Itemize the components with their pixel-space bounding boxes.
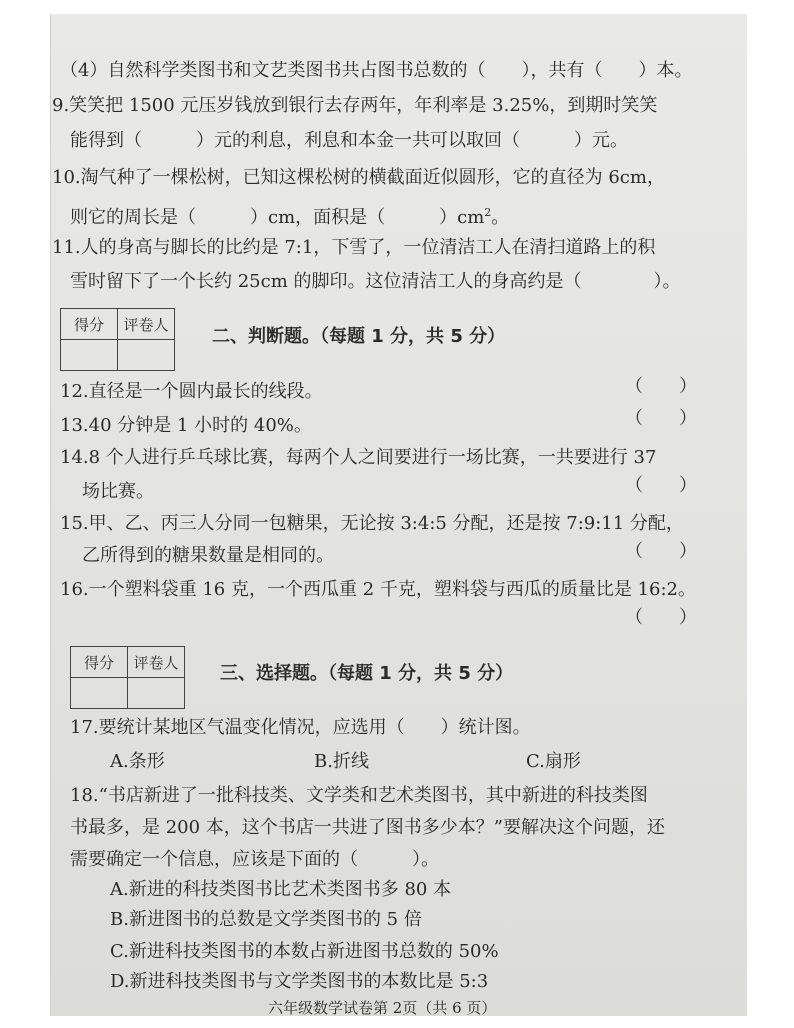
- question-11-line1: 11.人的身高与脚长的比约是 7:1，下雪了，一位清洁工人在清扫道路上的积: [52, 237, 656, 258]
- option-a[interactable]: A.新进的科技类图书比艺术类图书多 80 本: [110, 879, 452, 900]
- superscript: 2: [484, 206, 492, 219]
- question-10-line1: 10.淘气种了一棵松树，已知这棵松树的横截面近似圆形，它的直径为 6cm，: [52, 167, 665, 188]
- answer-blank-16[interactable]: （ ）: [625, 607, 697, 628]
- grader-header: 评卷人: [128, 647, 185, 678]
- option-b[interactable]: B.新进图书的总数是文学类图书的 5 倍: [110, 909, 422, 930]
- score-box: [70, 646, 185, 709]
- answer-blank-14[interactable]: （ ）: [625, 475, 697, 496]
- question-10-end: 。: [491, 207, 510, 228]
- answer-blank-15[interactable]: （ ）: [625, 541, 697, 562]
- question-18-line3: 需要确定一个信息，应该是下面的（ ）。: [70, 849, 439, 870]
- score-header: 得分: [61, 309, 118, 340]
- question-12: 12.直径是一个圆内最长的线段。: [60, 381, 323, 402]
- option-c[interactable]: C.扇形: [526, 751, 581, 772]
- question-10-text: 则它的周长是（ ）cm，面积是（ ）cm: [70, 207, 485, 228]
- grader-cell[interactable]: [118, 340, 175, 371]
- question-15-line1: 15.甲、乙、丙三人分同一包糖果，无论按 3:4:5 分配，还是按 7:9:11 分配，: [60, 513, 684, 534]
- question-4-sub: （4）自然科学类图书和文艺类图书共占图书总数的（ ），共有（ ）本。: [60, 60, 693, 81]
- section-3-title: 三、选择题。（每题 1 分，共 5 分）: [220, 663, 514, 684]
- question-10-line2: [70, 201, 509, 230]
- option-b[interactable]: B.折线: [314, 751, 369, 772]
- question-13: 13.40 分钟是 1 小时的 40%。: [60, 415, 312, 436]
- option-d[interactable]: D.新进科技类图书与文学类图书的本数比是 5:3: [110, 971, 489, 992]
- answer-blank-13[interactable]: （ ）: [625, 408, 697, 429]
- grader-cell[interactable]: [128, 678, 185, 709]
- section-2-title: 二、判断题。（每题 1 分，共 5 分）: [212, 326, 506, 347]
- score-box: [60, 308, 175, 371]
- question-18-line2: 书最多，是 200 本，这个书店一共进了图书多少本？”要解决这个问题，还: [70, 817, 665, 838]
- question-9-line1: 9.笑笑把 1500 元压岁钱放到银行去存两年，年利率是 3.25%，到期时笑笑: [52, 95, 658, 116]
- question-14-line2: 场比赛。: [82, 481, 154, 502]
- option-c[interactable]: C.新进科技类图书的本数占新进图书总数的 50%: [110, 941, 499, 962]
- page-footer: 六年级数学试卷第 2页（共 6 页）: [268, 999, 497, 1017]
- question-16: 16.一个塑料袋重 16 克，一个西瓜重 2 千克，塑料袋与西瓜的质量比是 16:2。: [60, 579, 697, 600]
- question-9-line2: 能得到（ ）元的利息，利息和本金一共可以取回（ ）元。: [70, 130, 628, 151]
- question-17: 17.要统计某地区气温变化情况，应选用（ ）统计图。: [70, 717, 531, 738]
- grader-header: 评卷人: [118, 309, 175, 340]
- question-14-line1: 14.8 个人进行乒乓球比赛，每两个人之间要进行一场比赛，一共要进行 37: [60, 447, 657, 468]
- score-header: 得分: [71, 647, 128, 678]
- question-18-line1: 18.“书店新进了一批科技类、文学类和艺术类图书，其中新进的科技类图: [70, 785, 648, 806]
- question-15-line2: 乙所得到的糖果数量是相同的。: [82, 545, 334, 566]
- answer-blank-12[interactable]: （ ）: [625, 376, 697, 397]
- score-cell[interactable]: [61, 340, 118, 371]
- score-cell[interactable]: [71, 678, 128, 709]
- question-11-line2: 雪时留下了一个长约 25cm 的脚印。这位清洁工人的身高约是（ ）。: [70, 271, 681, 292]
- option-a[interactable]: A.条形: [110, 751, 165, 772]
